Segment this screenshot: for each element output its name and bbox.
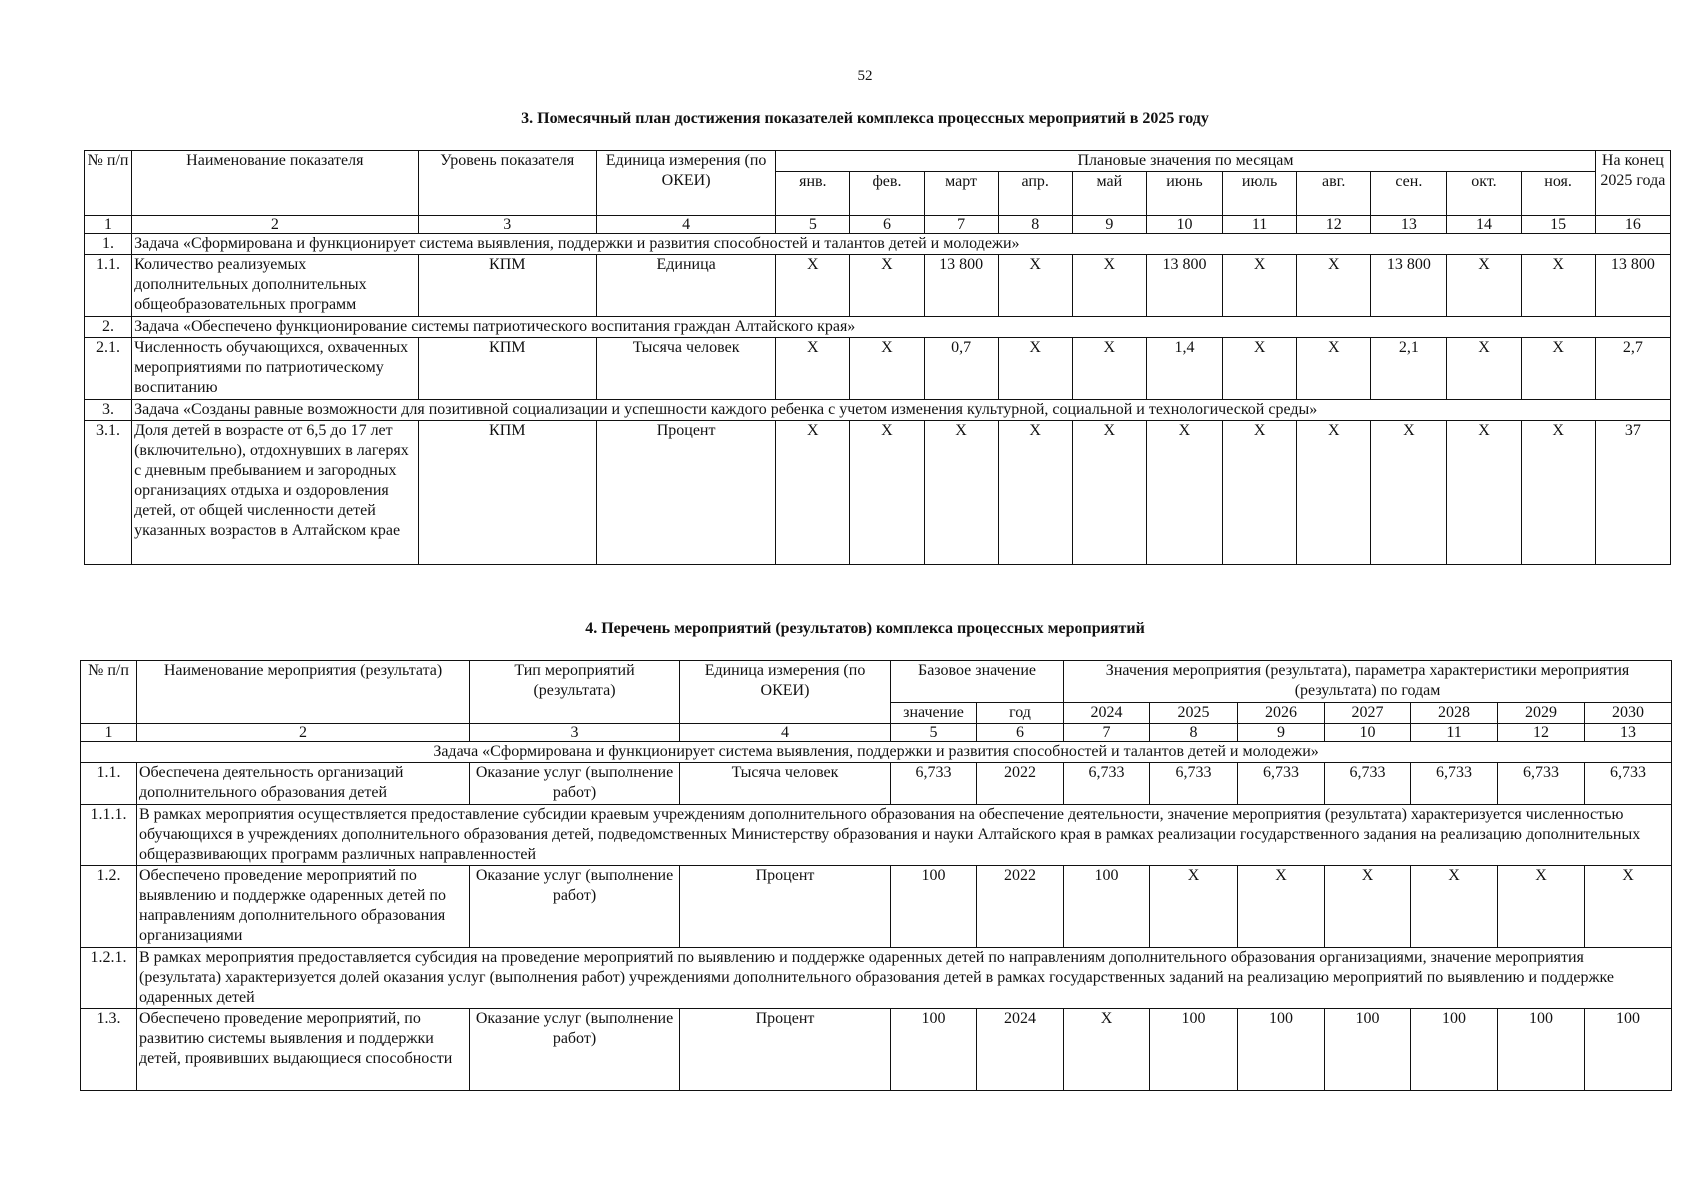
month-value: 13 800 [924,255,998,317]
col-number: 6 [977,724,1064,742]
indicator-unit: Процент [596,421,775,565]
table-row [81,1009,1672,1091]
month-value: X [1072,421,1146,565]
col-number: 5 [776,216,850,234]
year-value: 100 [1585,1009,1672,1091]
col-number: 13 [1585,724,1672,742]
col-number: 1 [85,216,132,234]
month-value: X [1146,421,1222,565]
header-unit: Единица измерения (по ОКЕИ) [680,661,891,724]
header-base-value: значение [891,703,977,724]
row-number: 2.1. [85,338,132,400]
task-row [85,317,1671,338]
base-value: 100 [891,866,977,948]
task-row [85,400,1671,421]
base-value: 6,733 [891,763,977,805]
col-number: 16 [1595,216,1670,234]
indicator-unit: Единица [596,255,775,317]
month-value: X [850,255,924,317]
month-header: фев. [850,172,924,216]
indicator-level: КПМ [418,255,596,317]
col-number: 11 [1411,724,1498,742]
header-base-year: год [977,703,1064,724]
note-text: В рамках мероприятия осуществляется предоставление субсидии краевым учреждениям дополнительного образования на обеспечение деятельности, значение мероприятия (результата) характеризуется численностью обучающихся в учреждениях дополнительного образования детей, подведомственных Министерству образования и науки Алтайского края в рамках реализации государственного задания на реализацию дополнительных общеразвивающих программ различных направленностей [137,805,1672,866]
col-number: 15 [1521,216,1595,234]
indicator-level: КПМ [418,421,596,565]
col-number: 9 [1238,724,1325,742]
month-value: X [776,338,850,400]
col-number: 1 [81,724,137,742]
year-value: 100 [1150,1009,1238,1091]
header-num: № п/п [81,661,137,724]
page-number: 52 [857,68,873,84]
col-number: 9 [1072,216,1146,234]
col-number: 8 [1150,724,1238,742]
activity-name: Обеспечена деятельность организаций дополнительного образования детей [137,763,470,805]
note-number: 1.2.1. [81,948,137,1009]
month-value: X [1521,421,1595,565]
task-number: 1. [85,234,132,255]
year-header: 2026 [1238,703,1325,724]
indicator-name: Доля детей в возрасте от 6,5 до 17 лет (включительно), отдохнувших в лагерях с дневным пребыванием и загородных организациях отдыха и оздоровления детей, от общей численности детей указанных возрастов в Алтайском крае [132,421,419,565]
section4-title: 4. Перечень мероприятий (результатов) комплекса процессных мероприятий [585,620,1145,637]
col-number: 3 [470,724,680,742]
month-value: 2,1 [1371,338,1447,400]
activity-type: Оказание услуг (выполнение работ) [470,866,680,948]
month-value: X [776,421,850,565]
task-title: Задача «Обеспечено функционирование системы патриотического воспитания граждан Алтайского края» [132,317,1671,338]
end-value: 37 [1595,421,1670,565]
col-number: 12 [1498,724,1585,742]
note-row [81,948,1672,1009]
year-value: 6,733 [1585,763,1672,805]
month-value: X [850,421,924,565]
note-text: В рамках мероприятия предоставляется субсидия на проведение мероприятий по выявлению и поддержке одаренных детей по направлениям дополнительного образования организациями, значение мероприятия (результата) характеризуется долей оказания услуг (выполнения работ) учреждениями дополнительного образования детей в рамках государственных заданий на реализацию мероприятий по выявлению и поддержке одаренных детей [137,948,1672,1009]
year-value: 6,733 [1325,763,1411,805]
col-number: 13 [1371,216,1447,234]
year-value: 100 [1411,1009,1498,1091]
year-value: X [1064,1009,1150,1091]
month-header: апр. [998,172,1072,216]
year-header: 2028 [1411,703,1498,724]
indicator-name: Численность обучающихся, охваченных мероприятиями по патриотическому воспитанию [132,338,419,400]
row-number: 1.1. [85,255,132,317]
year-value: X [1150,866,1238,948]
year-value: X [1411,866,1498,948]
month-header: июль [1223,172,1297,216]
col-number: 6 [850,216,924,234]
year-value: X [1498,866,1585,948]
base-value: 100 [891,1009,977,1091]
month-value: X [1223,421,1297,565]
table-row [85,421,1671,565]
col-number: 5 [891,724,977,742]
year-value: 6,733 [1238,763,1325,805]
header-name: Наименование показателя [132,151,419,216]
year-value: X [1325,866,1411,948]
header-num: № п/п [85,151,132,216]
activity-name: Обеспечено проведение мероприятий по выявлению и поддержке одаренных детей по направлениям дополнительного образования организациями [137,866,470,948]
task-title: Задача «Сформирована и функционирует система выявления, поддержки и развития способностей и талантов детей и молодежи» [132,234,1671,255]
monthly-plan-table [84,150,1671,565]
task-row [85,234,1671,255]
year-header: 2025 [1150,703,1238,724]
month-header: окт. [1447,172,1521,216]
activity-type: Оказание услуг (выполнение работ) [470,1009,680,1091]
month-value: X [1072,338,1146,400]
month-value: X [998,255,1072,317]
year-value: 100 [1238,1009,1325,1091]
table-row [85,255,1671,317]
end-value: 2,7 [1595,338,1670,400]
task-title: Задача «Созданы равные возможности для позитивной социализации и успешности каждого ребенка с учетом изменения культурной, социальной и технологической среды» [132,400,1671,421]
task-row [81,742,1672,763]
row-number: 3.1. [85,421,132,565]
year-header: 2029 [1498,703,1585,724]
year-header: 2024 [1064,703,1150,724]
header-name: Наименование мероприятия (результата) [137,661,470,724]
indicator-unit: Тысяча человек [596,338,775,400]
month-value: X [1223,255,1297,317]
note-number: 1.1.1. [81,805,137,866]
table-row [85,338,1671,400]
column-numbers-row [81,724,1672,742]
activities-table [80,660,1672,1091]
activity-unit: Процент [680,866,891,948]
col-number: 14 [1447,216,1521,234]
month-value: X [924,421,998,565]
base-year: 2022 [977,763,1064,805]
month-value: 0,7 [924,338,998,400]
month-value: X [1447,421,1521,565]
month-value: X [1297,338,1371,400]
month-value: X [998,421,1072,565]
col-number: 10 [1325,724,1411,742]
activity-unit: Процент [680,1009,891,1091]
row-number: 1.1. [81,763,137,805]
month-value: X [998,338,1072,400]
month-value: X [1447,338,1521,400]
col-number: 2 [137,724,470,742]
month-value: X [1297,255,1371,317]
year-value: 6,733 [1411,763,1498,805]
end-value: 13 800 [1595,255,1670,317]
col-number: 2 [132,216,419,234]
base-year: 2022 [977,866,1064,948]
task-number: 3. [85,400,132,421]
month-value: X [1521,338,1595,400]
month-value: X [1223,338,1297,400]
header-base: Базовое значение [891,661,1064,703]
header-unit: Единица измерения (по ОКЕИ) [596,151,775,216]
header-plan: Плановые значения по месяцам [776,151,1595,172]
month-value: 13 800 [1371,255,1447,317]
table-row [81,866,1672,948]
year-value: X [1238,866,1325,948]
col-number: 3 [418,216,596,234]
task-number: 2. [85,317,132,338]
year-value: 6,733 [1150,763,1238,805]
month-value: X [1521,255,1595,317]
base-year: 2024 [977,1009,1064,1091]
header-end: На конец 2025 года [1595,151,1670,216]
month-header: март [924,172,998,216]
activity-type: Оказание услуг (выполнение работ) [470,763,680,805]
month-value: X [1297,421,1371,565]
header-type: Тип мероприятий (результата) [470,661,680,724]
activity-unit: Тысяча человек [680,763,891,805]
indicator-name: Количество реализуемых дополнительных дополнительных общеобразовательных программ [132,255,419,317]
task-title: Задача «Сформирована и функционирует система выявления, поддержки и развития способностей и талантов детей и молодежи» [81,742,1672,763]
month-value: X [1447,255,1521,317]
col-number: 8 [998,216,1072,234]
indicator-level: КПМ [418,338,596,400]
col-number: 11 [1223,216,1297,234]
year-header: 2030 [1585,703,1672,724]
month-value: 13 800 [1146,255,1222,317]
month-value: 1,4 [1146,338,1222,400]
year-value: X [1585,866,1672,948]
month-value: X [1371,421,1447,565]
year-value: 100 [1064,866,1150,948]
col-number: 10 [1146,216,1222,234]
table-row [81,763,1672,805]
section3-title: 3. Помесячный план достижения показателей комплекса процессных мероприятий в 2025 году [521,110,1209,127]
col-number: 12 [1297,216,1371,234]
row-number: 1.3. [81,1009,137,1091]
year-value: 100 [1498,1009,1585,1091]
month-header: янв. [776,172,850,216]
row-number: 1.2. [81,866,137,948]
month-header: июнь [1146,172,1222,216]
month-value: X [1072,255,1146,317]
col-number: 7 [924,216,998,234]
column-numbers-row [85,216,1671,234]
month-value: X [850,338,924,400]
year-header: 2027 [1325,703,1411,724]
month-header: май [1072,172,1146,216]
year-value: 6,733 [1498,763,1585,805]
note-row [81,805,1672,866]
col-number: 7 [1064,724,1150,742]
header-level: Уровень показателя [418,151,596,216]
header-values: Значения мероприятия (результата), параметра характеристики мероприятия (результата) по годам [1064,661,1672,703]
month-header: сен. [1371,172,1447,216]
activity-name: Обеспечено проведение мероприятий, по развитию системы выявления и поддержки детей, проявивших выдающиеся способности [137,1009,470,1091]
year-value: 6,733 [1064,763,1150,805]
col-number: 4 [680,724,891,742]
month-header: авг. [1297,172,1371,216]
year-value: 100 [1325,1009,1411,1091]
col-number: 4 [596,216,775,234]
month-value: X [776,255,850,317]
month-header: ноя. [1521,172,1595,216]
